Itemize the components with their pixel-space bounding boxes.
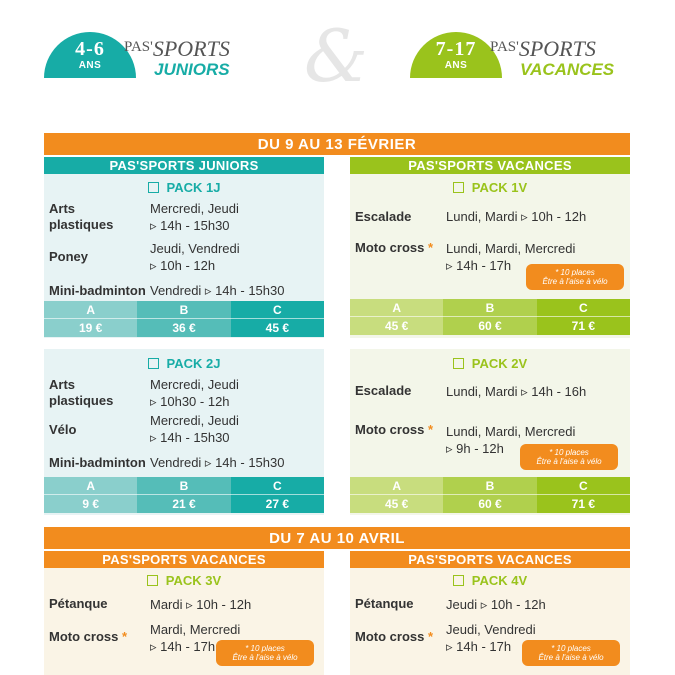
logo-ans: ANS: [444, 60, 468, 71]
price-cell-b: B 60 €: [443, 299, 536, 335]
pack-card-2v: [350, 349, 630, 515]
activity-name: Moto cross *: [355, 422, 434, 437]
price-cell-c: C 71 €: [537, 299, 630, 335]
activity-name: Pétanque: [49, 596, 108, 611]
note-badge: * 10 places Être à l'aise à vélo: [216, 640, 314, 666]
column-heading: PAS'SPORTS JUNIORS: [44, 157, 324, 174]
activity-schedule: Jeudi, Vendredi ▹ 10h - 12h: [150, 241, 240, 273]
note-badge: * 10 places Être à l'aise à vélo: [526, 264, 624, 290]
price-cell-c: C 71 €: [537, 477, 630, 513]
activity-schedule: Mardi, Mercredi ▹ 14h - 17h: [150, 622, 241, 654]
checkbox-icon: [453, 575, 464, 586]
column-heading: PAS'SPORTS VACANCES: [350, 551, 630, 568]
column-vacances-avril-left: [44, 551, 324, 675]
section-band-avril: DU 7 AU 10 AVRIL: [44, 527, 630, 549]
activity-name: Pétanque: [355, 596, 414, 611]
pack-card-1v: [350, 174, 630, 338]
activity-name: Escalade: [355, 383, 412, 398]
activity-name: Mini-badminton: [49, 283, 146, 298]
activity-schedule: Jeudi ▹ 10h - 12h: [446, 597, 546, 612]
column-juniors-fevrier: [44, 157, 324, 515]
checkbox-icon: [148, 358, 159, 369]
ampersand-icon: &: [304, 14, 369, 98]
logo-pas-sports-juniors: [44, 32, 274, 84]
note-badge: * 10 places Être à l'aise à vélo: [522, 640, 620, 666]
logo-age: 7-17: [435, 38, 477, 60]
logo-pas-sports-vacances: [410, 32, 640, 84]
pack-title: PACK 1J: [44, 180, 324, 195]
activity-schedule: Vendredi ▹ 14h - 15h30: [150, 283, 285, 298]
activity-schedule: Lundi, Mardi, Mercredi ▹ 9h - 12h: [446, 424, 576, 456]
price-table: [350, 477, 630, 513]
activity-name: Moto cross *: [355, 240, 434, 255]
activity-name: Moto cross *: [355, 629, 434, 644]
pack-title: PACK 2J: [44, 356, 324, 371]
price-table: [44, 477, 324, 513]
pack-card-2j: [44, 349, 324, 515]
checkbox-icon: [453, 182, 464, 193]
activity-schedule: Lundi, Mardi, Mercredi ▹ 14h - 17h: [446, 241, 576, 273]
activity-schedule: Lundi, Mardi ▹ 10h - 12h: [446, 209, 587, 224]
section-band-fevrier: DU 9 AU 13 FÉVRIER: [44, 133, 630, 155]
column-vacances-avril-right: [350, 551, 630, 675]
note-badge: * 10 places Être à l'aise à vélo: [520, 444, 618, 470]
activity-schedule: Mercredi, Jeudi ▹ 10h30 - 12h: [150, 377, 239, 409]
price-cell-c: C 45 €: [231, 301, 324, 337]
logo-age: 4-6: [75, 38, 105, 60]
pack-card-3v: [44, 568, 324, 675]
price-table: [44, 301, 324, 337]
activity-schedule: Mercredi, Jeudi ▹ 14h - 15h30: [150, 413, 239, 445]
column-vacances-fevrier: [350, 157, 630, 515]
checkbox-icon: [147, 575, 158, 586]
pack-card-1j: [44, 174, 324, 338]
price-table: [350, 299, 630, 335]
logo-brand: $^{PAS'}$SPORTS: [124, 36, 230, 61]
column-heading: PAS'SPORTS VACANCES: [350, 157, 630, 174]
price-cell-b: B 36 €: [137, 301, 230, 337]
price-cell-a: A 19 €: [44, 301, 137, 337]
price-cell-a: A 45 €: [350, 299, 443, 335]
pack-card-4v: [350, 568, 630, 675]
price-cell-a: A 45 €: [350, 477, 443, 513]
activity-name: Poney: [49, 249, 89, 264]
price-cell-b: B 60 €: [443, 477, 536, 513]
pack-title: PACK 4V: [350, 573, 630, 588]
activity-schedule: Lundi, Mardi ▹ 14h - 16h: [446, 384, 587, 399]
activity-name: Escalade: [355, 209, 412, 224]
activity-schedule: Mardi ▹ 10h - 12h: [150, 597, 252, 612]
pack-title: PACK 3V: [44, 573, 324, 588]
logo-subtitle: VACANCES: [520, 60, 615, 79]
price-cell-a: A 9 €: [44, 477, 137, 513]
activity-schedule: Mercredi, Jeudi ▹ 14h - 15h30: [150, 201, 239, 233]
pack-title: PACK 2V: [350, 356, 630, 371]
price-cell-b: B 21 €: [137, 477, 230, 513]
activity-name: Arts plastiques: [49, 201, 114, 232]
column-heading: PAS'SPORTS VACANCES: [44, 551, 324, 568]
activity-name: Mini-badminton: [49, 455, 146, 470]
logo-brand: $^{PAS'}$SPORTS: [490, 36, 596, 61]
pack-title: PACK 1V: [350, 180, 630, 195]
activity-name: Arts plastiques: [49, 377, 114, 408]
activity-schedule: Jeudi, Vendredi ▹ 14h - 17h: [446, 622, 536, 654]
activity-name: Moto cross *: [49, 629, 128, 644]
price-cell-c: C 27 €: [231, 477, 324, 513]
checkbox-icon: [453, 358, 464, 369]
activity-name: Vélo: [49, 422, 77, 437]
activity-schedule: Vendredi ▹ 14h - 15h30: [150, 455, 285, 470]
logo-ans: ANS: [78, 60, 102, 71]
logo-subtitle: JUNIORS: [154, 60, 230, 79]
checkbox-icon: [148, 182, 159, 193]
